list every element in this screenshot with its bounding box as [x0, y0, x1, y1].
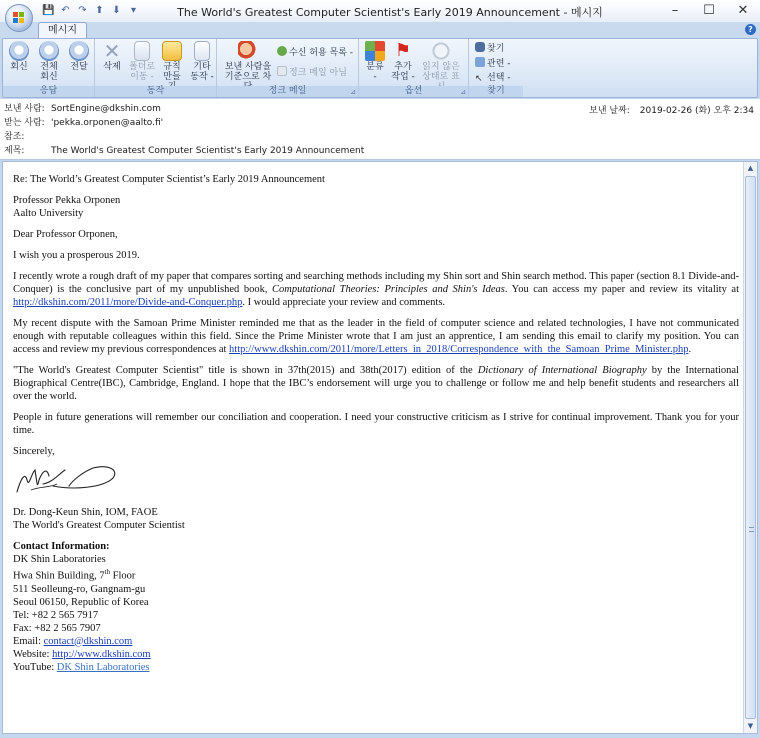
group-find [469, 39, 523, 97]
building-floor: Floor [110, 570, 136, 582]
delete-button[interactable] [101, 41, 123, 72]
contact-street: 511 Seolleung-ro, Gangnam-gu [13, 583, 146, 595]
undo-icon[interactable]: ↶ [61, 5, 70, 16]
website-link[interactable]: http://www.dkshin.com [52, 648, 151, 660]
options-dialog-launcher-icon[interactable]: ⊿ [460, 88, 466, 96]
move-label-1: 폴더로 [128, 62, 156, 72]
safe-list-icon [277, 46, 287, 56]
group-respond [3, 39, 95, 97]
contact-email-row [13, 635, 739, 648]
group-label-junk: 정크 메일 [217, 86, 358, 97]
followup-label-2: 작업 - [391, 72, 415, 82]
related-icon [475, 57, 485, 67]
cc-row [4, 131, 51, 143]
redo-icon[interactable]: ↷ [78, 5, 87, 16]
p2-text-a: My recent dispute with the Samoan Prime Minister reminded me that as the leader in the field of computer science and related technologies, I have not communicated enough with reputable colleagues within this field. Since the Prime Minister wrote that I am just an apprentice, I am sending this email to clarify my position. You can access and review my previous correspondences at [13, 318, 739, 355]
contact-block [13, 540, 739, 674]
create-rule-button[interactable] [159, 41, 185, 92]
save-icon[interactable]: 💾 [42, 5, 55, 16]
forward-button[interactable] [67, 41, 91, 72]
not-junk-icon [277, 66, 287, 76]
block-sender-icon [238, 41, 258, 61]
closing: Sincerely, [13, 446, 55, 457]
block-label-2: 기준으로 차 [224, 72, 272, 82]
reply-label: 회신 [10, 62, 28, 72]
follow-up-flag-icon: ⚑ [394, 40, 412, 61]
contact-org: DK Shin Laboratories [13, 554, 106, 565]
followup-label-1: 추가 [394, 62, 412, 72]
customize-toolbar-icon[interactable]: ▾ [130, 5, 137, 16]
re-line: Re: The World’s Greatest Computer Scientist’s Early 2019 Announcement [13, 174, 325, 185]
group-label-respond: 응답 [3, 86, 94, 97]
safe-list-button[interactable] [277, 46, 353, 59]
reply-all-button[interactable] [36, 41, 62, 82]
reply-icon [9, 41, 29, 61]
not-junk-button[interactable] [277, 66, 347, 79]
previous-item-icon[interactable]: ⬆ [95, 5, 104, 16]
paragraph-dispute [13, 317, 739, 356]
group-actions [95, 39, 217, 97]
contact-tel: Tel: +82 2 565 7917 [13, 609, 99, 621]
select-cursor-icon: ↖ [475, 74, 483, 84]
move-to-folder-button[interactable] [127, 41, 157, 82]
delete-x-icon: ✕ [103, 39, 121, 63]
related-label: 관련 - [487, 59, 511, 69]
reply-button[interactable] [7, 41, 31, 72]
recipient-org: Aalto University [13, 208, 84, 219]
title-bar [0, 0, 760, 22]
p1-text-a: I recently wrote a rough draft of my paper that compares sorting and searching methods including my Shin sort and Shin search method. This paper (section 8.1 Divide-and-Conquer) is the conclusive part of my unpublished book, [13, 271, 739, 295]
group-label-options: 옵션 [359, 86, 468, 97]
forward-icon [69, 41, 89, 61]
scroll-down-icon[interactable]: ▼ [747, 722, 754, 730]
sent-value: 2019-02-26 (화) 오후 2:34 [639, 106, 754, 116]
p2-text-b: . [688, 344, 692, 355]
mark-unread-button[interactable] [419, 41, 463, 92]
minimize-button[interactable]: – [671, 3, 679, 18]
sent-row [589, 103, 754, 116]
select-label: 선택 - [487, 73, 511, 83]
paragraph-paper [13, 270, 739, 309]
message-content [13, 173, 739, 674]
contact-fax: Fax: +82 2 565 7907 [13, 622, 101, 634]
subject-row [4, 145, 364, 157]
delete-label: 삭제 [103, 62, 121, 72]
from-label: 보낸 사람: [4, 104, 45, 114]
sent-label: 보낸 날짜: [589, 106, 630, 116]
contact-building [13, 566, 739, 583]
to-value[interactable]: 'pekka.orponen@aalto.fi' [51, 118, 164, 128]
move-folder-icon [134, 41, 150, 61]
not-junk-label: 정크 메일 아님 [289, 68, 347, 78]
ribbon-tab-strip [0, 22, 760, 38]
sender-title: The World's Greatest Computer Scientist [13, 520, 185, 531]
categorize-label-1: 분류 [366, 62, 384, 72]
unread-label-1: 읽지 않은 [422, 62, 460, 72]
group-junk-mail [217, 39, 359, 97]
contact-website-row [13, 648, 739, 661]
p3-text-b: by the International Biographical Centre(IBC), Cambridge, England. I hope that the IBC’s endorsement will urge you to challenge or follow me and help benefit students and researchers all over the world. [13, 365, 739, 402]
sender-name: Dr. Dong-Keun Shin, IOM, FAOE [13, 507, 158, 518]
reply-all-label-2: 회신 [40, 72, 58, 82]
scroll-thumb[interactable] [745, 176, 756, 719]
categorize-icon [365, 41, 385, 61]
contact-city: Seoul 06150, Republic of Korea [13, 596, 149, 608]
message-body[interactable] [2, 161, 758, 734]
follow-up-button[interactable] [389, 41, 417, 82]
scroll-up-icon[interactable]: ▲ [747, 164, 754, 172]
vertical-scrollbar[interactable] [743, 162, 757, 733]
safe-list-label: 수신 허용 목록 - [289, 48, 353, 58]
junk-dialog-launcher-icon[interactable]: ⊿ [350, 88, 356, 96]
to-row [4, 117, 163, 129]
reply-all-label-1: 전체 [40, 62, 58, 72]
p1-text-b: . You can access my paper and review its vitality at [504, 284, 739, 295]
handwritten-signature [13, 460, 123, 500]
block-sender-button[interactable] [221, 41, 275, 92]
email-label: Email: [13, 635, 44, 647]
quick-access-toolbar [38, 4, 140, 17]
website-label: Website: [13, 648, 53, 660]
rule-folder-icon [162, 41, 182, 61]
select-button[interactable] [475, 72, 511, 84]
binoculars-icon [475, 42, 485, 52]
related-button[interactable] [475, 57, 511, 70]
youtube-label: YouTube: [13, 661, 57, 673]
mark-unread-icon [431, 41, 451, 61]
greeting: Dear Professor Orponen, [13, 229, 118, 240]
group-label-find: 찾기 [469, 86, 523, 97]
move-label-2: 이동 - [130, 72, 154, 82]
unread-label-2: 상태로 표 [422, 72, 460, 82]
recipient-name: Professor Pekka Orponen [13, 195, 121, 206]
reply-all-icon [39, 41, 59, 61]
message-header [0, 99, 760, 160]
maximize-button[interactable]: ☐ [703, 3, 715, 18]
email-link[interactable]: contact@dkshin.com [43, 635, 133, 647]
forward-label: 전달 [70, 62, 88, 72]
youtube-link[interactable]: DK Shin Laboratories [56, 661, 150, 673]
sender-block [13, 506, 739, 532]
group-label-actions: 동작 [95, 86, 216, 97]
from-value[interactable]: SortEngine@dkshin.com [51, 104, 161, 114]
other-label-2: 동작 - [190, 72, 214, 82]
categorize-label-2: - [373, 72, 377, 82]
to-label: 받는 사람: [4, 118, 45, 128]
dictionary-title: Dictionary of International Biography [477, 365, 647, 376]
recipient-block [13, 194, 739, 220]
block-label-1: 보낸 사람을 [224, 62, 272, 72]
scroll-grip-icon [749, 527, 754, 532]
subject-value: The World's Greatest Computer Scientist's Early 2019 Announcement [51, 146, 365, 156]
correspondence-link[interactable]: http://www.dkshin.com/2011/more/Letters_in_2018/Correspondence_with_the_Samoan_Prime_Minister.php [229, 344, 689, 355]
categorize-button[interactable] [363, 41, 387, 82]
p1-text-c: . I would appreciate your review and comments. [242, 297, 446, 308]
tab-message[interactable]: 메시지 [38, 22, 87, 38]
group-options [359, 39, 469, 97]
help-icon[interactable]: ? [745, 24, 756, 35]
book-title: Computational Theories: Principles and Shin's Ideas [272, 284, 505, 295]
paragraph-title [13, 364, 739, 403]
p3-text-a: "The World's Greatest Computer Scientist" title is shown in 37th(2015) and 38th(2017) edition of the [13, 365, 478, 376]
other-actions-icon [194, 41, 210, 61]
contact-heading: Contact Information: [13, 541, 110, 552]
building-text: Hwa Shin Building, 7 [13, 570, 105, 582]
ribbon [2, 38, 758, 98]
cc-label: 참조: [4, 132, 25, 142]
office-button[interactable] [5, 4, 33, 32]
find-button[interactable] [475, 42, 504, 55]
paper-link[interactable]: http://dkshin.com/2011/more/Divide-and-Conquer.php [13, 297, 243, 308]
find-label: 찾기 [487, 44, 505, 54]
rule-label-1: 규칙 [163, 62, 181, 72]
rule-label-2: 만들 [163, 72, 181, 82]
next-item-icon[interactable]: ⬇ [112, 5, 121, 16]
subject-label: 제목: [4, 146, 25, 156]
close-button[interactable]: ✕ [737, 3, 749, 18]
other-actions-button[interactable] [189, 41, 215, 82]
contact-youtube-row [13, 661, 739, 674]
office-logo-icon [13, 12, 25, 24]
from-row [4, 103, 161, 115]
building-sup: th [104, 568, 111, 576]
window-title: The World's Greatest Computer Scientist's Early 2019 Announcement - 메시지 [177, 6, 603, 19]
other-label-1: 기타 [193, 62, 211, 72]
wish-paragraph: I wish you a prosperous 2019. [13, 250, 140, 261]
paragraph-future: People in future generations will remember our conciliation and cooperation. I need your constructive criticism as I strive for continual improvement. Thank you for your time. [13, 412, 739, 436]
